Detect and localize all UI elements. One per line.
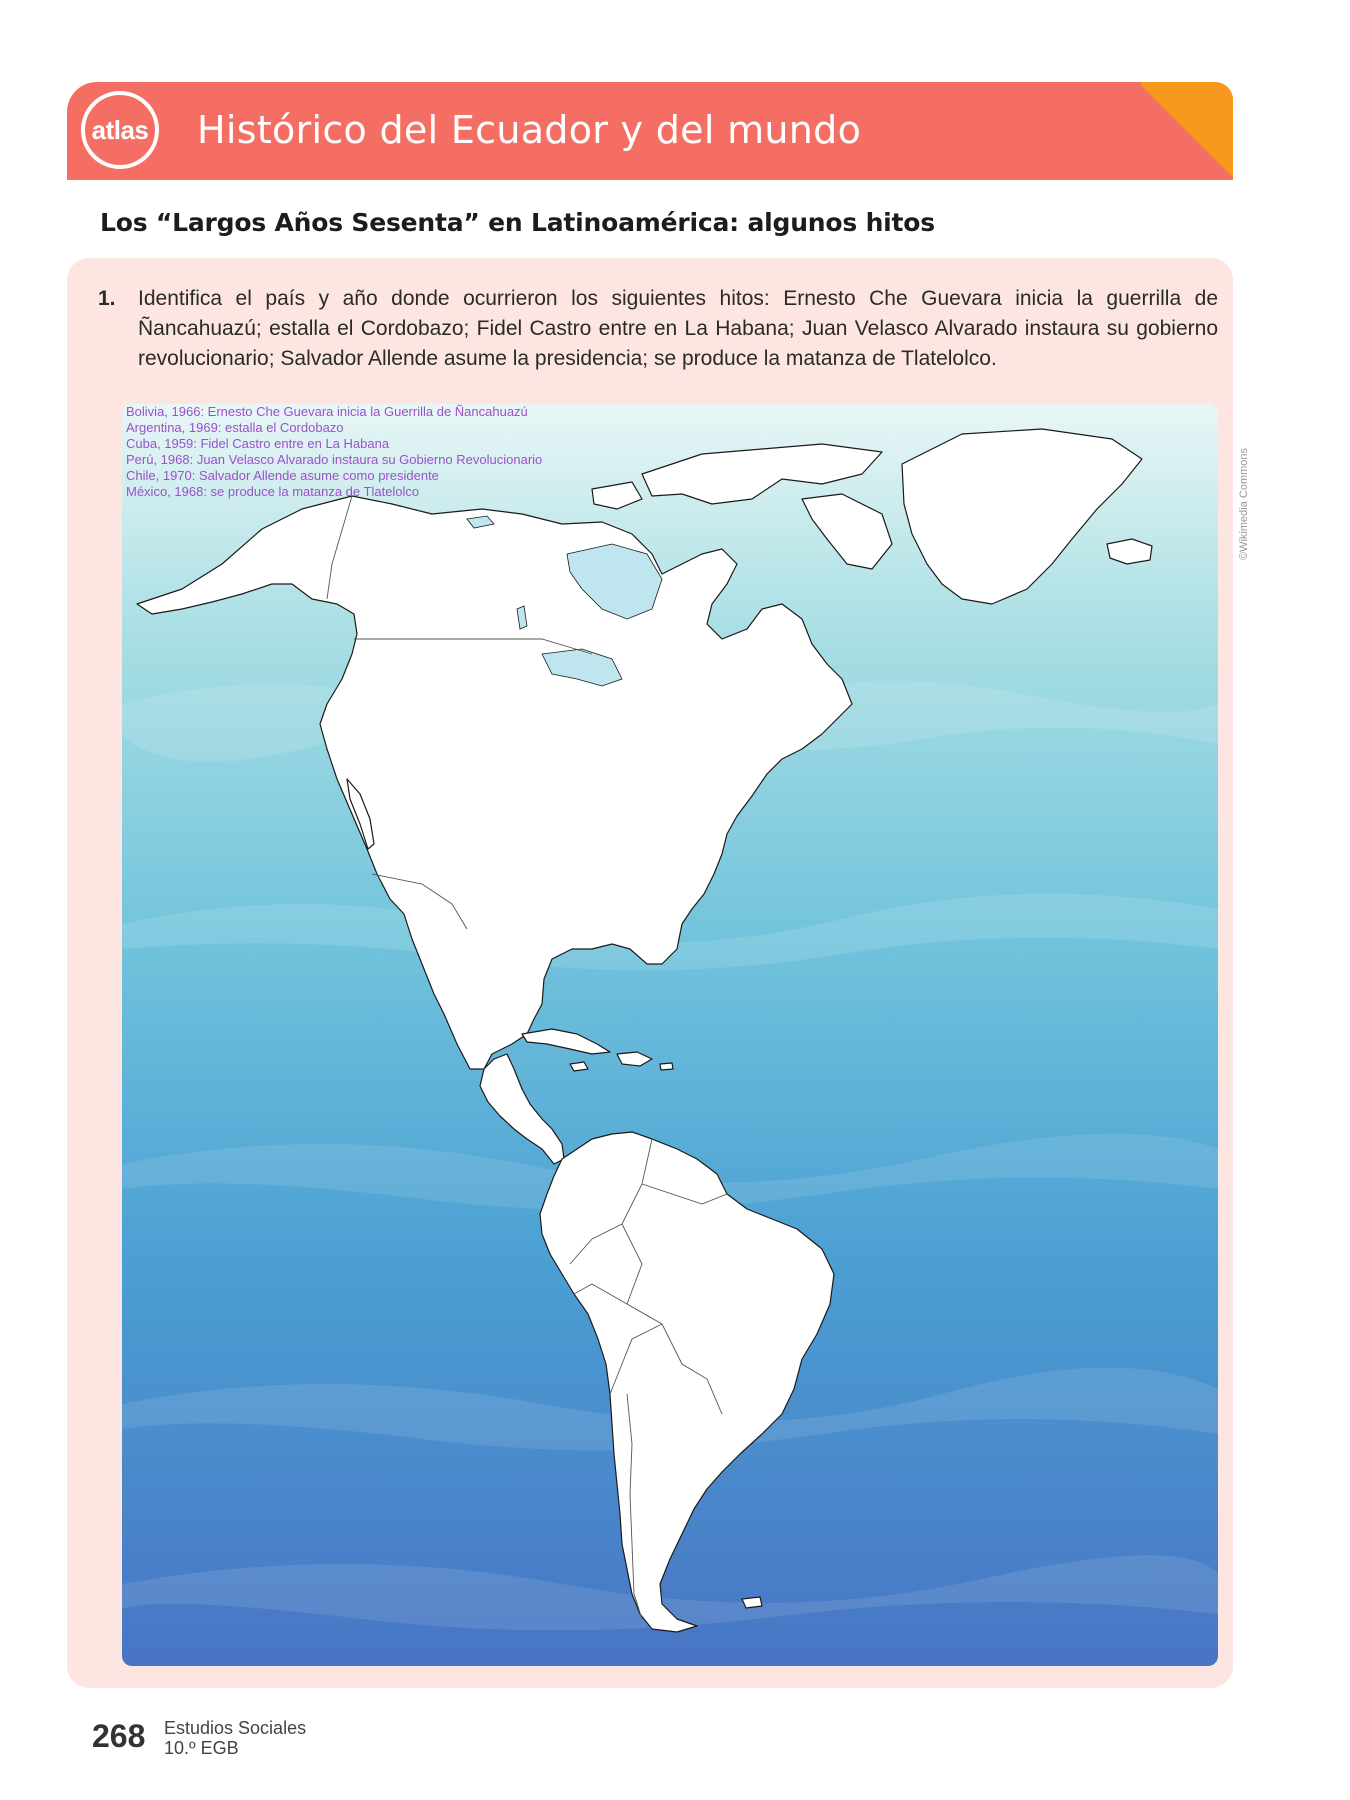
section-title: Los “Largos Años Sesenta” en Latinoamérica: algunos hitos [100, 208, 935, 237]
jamaica-island [570, 1062, 588, 1071]
header-corner-accent [1141, 82, 1233, 180]
question-text: Identifica el país y año donde ocurrieron los siguientes hitos: Ernesto Che Guevara inicia la guerrilla de Ñancahuazú; estalla el Cordobazo; Fidel Castro entre en La Habana; Juan Velasco Alvarado instaura su gobierno revolucionario; Salvador Allende asume la presidencia; se produce la matanza de Tlatelolco. [138, 287, 1218, 370]
falkland-islands [742, 1597, 762, 1608]
map-legend [126, 404, 542, 500]
iceland-landmass [1107, 539, 1152, 564]
north-america-landmass [137, 496, 852, 1069]
question-number: 1. [98, 287, 116, 310]
atlas-logo: atlas [81, 91, 159, 169]
south-america-landmass [540, 1132, 834, 1632]
map-graphic [122, 404, 1218, 1666]
page-number: 268 [92, 1718, 146, 1754]
hispaniola-island [617, 1052, 652, 1066]
central-america-landmass [480, 1054, 564, 1164]
legend-item-chile: Chile, 1970: Salvador Allende asume como presidente [126, 468, 439, 483]
legend-item-argentina: Argentina, 1969: estalla el Cordobazo [126, 420, 344, 435]
arctic-island-small [592, 482, 642, 509]
question-1 [98, 284, 1218, 374]
header-band [67, 82, 1233, 180]
greenland-landmass [902, 429, 1142, 604]
legend-item-bolivia: Bolivia, 1966: Ernesto Che Guevara inicia la Guerrilla de Ñancahuazú [126, 404, 528, 419]
footer-grade: 10.º EGB [164, 1738, 239, 1758]
footer-subject-name: Estudios Sociales [164, 1718, 307, 1738]
americas-map [122, 404, 1218, 1666]
cuba-island [522, 1029, 610, 1054]
arctic-islands [642, 444, 882, 504]
footer-subject [164, 1718, 306, 1758]
legend-item-mexico: México, 1968: se produce la matanza de Tlatelolco [126, 484, 420, 499]
baffin-island [802, 494, 892, 569]
puerto-rico-island [660, 1063, 673, 1070]
header-title: Histórico del Ecuador y del mundo [197, 108, 862, 152]
legend-item-peru: Perú, 1968: Juan Velasco Alvarado instaura su Gobierno Revolucionario [126, 452, 543, 467]
image-credit: ©Wikimedia Commons [1238, 447, 1250, 560]
legend-item-cuba: Cuba, 1959: Fidel Castro entre en La Habana [126, 436, 390, 451]
